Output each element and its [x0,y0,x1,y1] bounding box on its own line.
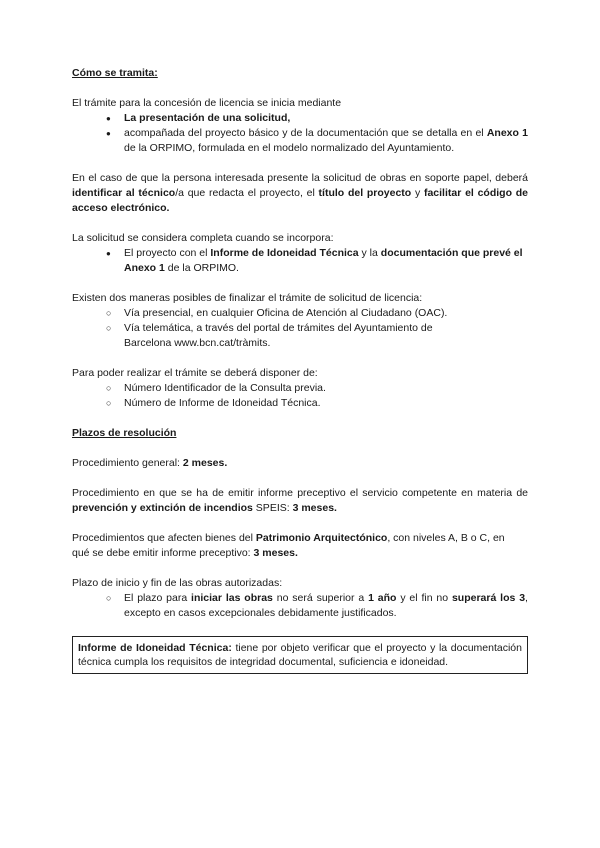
list-item: ● El proyecto con el Informe de Idoneidad Técnica y la documentación que prevé el Anexo 1 de la ORPIMO. [124,246,528,276]
list-item: ○ Número de Informe de Idoneidad Técnica. [124,396,528,411]
paragraph-maneras: Existen dos maneras posibles de finalizar el trámite de solicitud de licencia: [72,292,423,304]
paragraph-patrimonio: Procedimientos que afecten bienes del Patrimonio Arquitectónico, con niveles A, B o C, en qué se debe emitir informe preceptivo: 3 meses. [72,532,505,559]
paragraph-plazo-obras: Plazo de inicio y fin de las obras autorizadas: [72,577,283,589]
list-item: ● La presentación de una solicitud, [124,111,528,126]
list-item: ○ Vía telemática, a través del portal de trámites del Ayuntamiento de Barcelona www.bcn.cat/tràmits. [124,321,454,351]
paragraph-solicitud-completa: La solicitud se considera completa cuando se incorpora: [72,232,334,244]
paragraph-procedimiento-general: Procedimiento general: 2 meses. [72,457,228,469]
circle-list-disponer [72,381,528,411]
paragraph-disponer: Para poder realizar el trámite se deberá disponer de: [72,367,318,379]
list-item: ○ Vía presencial, en cualquier Oficina de Atención al Ciudadano (OAC). [124,306,528,321]
section-heading-como-se-tramita: Cómo se tramita: [72,67,158,79]
bullet-list-solicitud [72,111,528,156]
circle-list-plazo [72,591,528,621]
bullet-list-completa [72,246,528,276]
list-item: ○ El plazo para iniciar las obras no será superior a 1 año y el fin no superará los 3, excepto en casos excepcionales debidamente justificados. [124,591,528,621]
list-item: ● acompañada del proyecto básico y de la documentación que se detalla en el Anexo 1 de la ORPIMO, formulada en el modelo normalizado del Ayuntamiento. [124,126,528,156]
document-page [72,66,528,674]
paragraph-soporte-papel: En el caso de que la persona interesada presente la solicitud de obras en soporte papel, deberá identificar al técnico/a que redacta el proyecto, el título del proyecto y facilitar el código de acceso electrónico. [72,172,528,214]
intro-text: El trámite para la concesión de licencia se inicia mediante [72,97,342,109]
section-heading-plazos: Plazos de resolución [72,427,177,439]
list-item: ○ Número Identificador de la Consulta previa. [124,381,528,396]
paragraph-incendios: Procedimiento en que se ha de emitir informe preceptivo el servicio competente en materia de prevención y extinción de incendios SPEIS: 3 meses. [72,487,528,514]
info-box-idoneidad: Informe de Idoneidad Técnica: tiene por objeto verificar que el proyecto y la documentación técnica cumpla los requisitos de integridad documental, suficiencia e idoneidad. [72,636,528,674]
circle-list-maneras [72,306,528,351]
